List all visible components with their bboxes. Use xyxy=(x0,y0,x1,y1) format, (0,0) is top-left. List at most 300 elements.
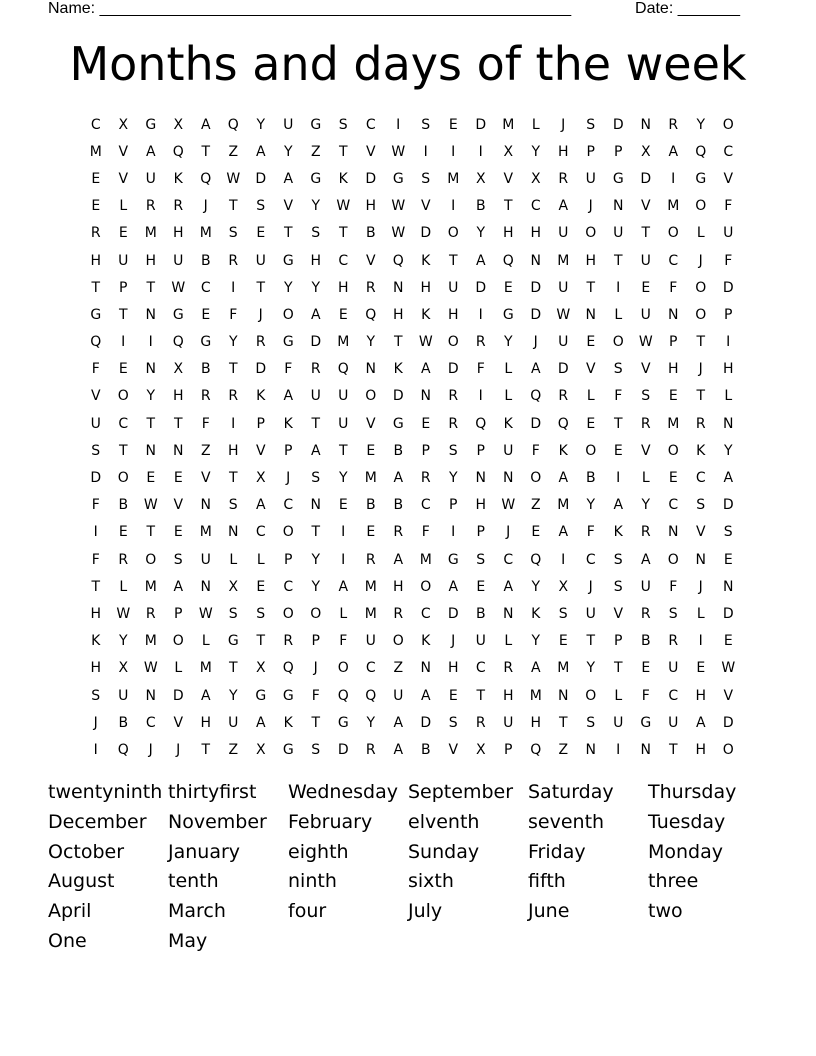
grid-letter: O xyxy=(337,660,349,677)
grid-letter: T xyxy=(256,633,266,650)
grid-letter: G xyxy=(145,116,157,133)
grid-letter: W xyxy=(391,143,406,160)
grid-letter: D xyxy=(310,334,322,351)
grid-letter: R xyxy=(448,388,459,405)
grid-letter: V xyxy=(695,524,706,541)
grid-letter: H xyxy=(667,361,679,378)
grid-letter: C xyxy=(668,497,679,514)
grid-letter: N xyxy=(640,116,651,133)
grid-letter: P xyxy=(311,633,320,650)
grid-letter: F xyxy=(284,361,293,378)
word-list-item: four xyxy=(288,900,327,923)
grid-letter: A xyxy=(283,388,294,405)
word-list-item: thirtyfirst xyxy=(168,781,257,803)
word-list-item: two xyxy=(648,900,683,923)
grid-letter: J xyxy=(93,714,98,731)
grid-letter: P xyxy=(119,279,128,296)
grid-letter: Y xyxy=(228,687,238,704)
word-list-item: One xyxy=(48,929,87,952)
grid-letter: T xyxy=(448,252,458,269)
grid-letter: O xyxy=(530,470,542,487)
grid-letter: U xyxy=(310,388,321,405)
grid-letter: A xyxy=(695,714,706,731)
grid-letter: F xyxy=(421,524,430,541)
grid-letter: P xyxy=(256,415,265,432)
grid-letter: L xyxy=(119,578,128,595)
grid-row xyxy=(82,220,742,247)
grid-letter: T xyxy=(613,252,623,269)
grid-letter: N xyxy=(640,741,651,758)
grid-letter: C xyxy=(338,252,349,269)
grid-letter: H xyxy=(90,605,102,622)
grid-letter: D xyxy=(612,116,624,133)
grid-letter: F xyxy=(724,252,733,269)
grid-letter: L xyxy=(696,225,705,242)
grid-letter: U xyxy=(173,252,184,269)
grid-letter: U xyxy=(613,225,624,242)
grid-letter: G xyxy=(502,306,514,323)
grid-letter: C xyxy=(668,687,679,704)
grid-row xyxy=(82,437,742,464)
grid-letter: M xyxy=(144,225,157,242)
grid-letter: A xyxy=(393,741,404,758)
grid-letter: E xyxy=(146,470,156,487)
grid-letter: Y xyxy=(448,470,458,487)
grid-letter: T xyxy=(476,687,486,704)
grid-letter: W xyxy=(116,605,131,622)
grid-letter: M xyxy=(364,605,377,622)
grid-letter: R xyxy=(448,415,459,432)
grid-letter: R xyxy=(90,225,101,242)
word-list-item: sixth xyxy=(408,870,454,893)
grid-letter: S xyxy=(613,361,623,378)
word-list-item: July xyxy=(408,900,443,923)
grid-letter: N xyxy=(613,198,624,215)
grid-letter: K xyxy=(173,170,183,187)
grid-letter: E xyxy=(503,279,513,296)
grid-letter: X xyxy=(118,660,129,677)
grid-letter: E xyxy=(696,660,706,677)
grid-letter: A xyxy=(475,252,486,269)
grid-letter: U xyxy=(503,714,514,731)
grid-letter: F xyxy=(476,361,485,378)
grid-letter: S xyxy=(91,442,101,459)
grid-letter: O xyxy=(447,334,459,351)
grid-letter: T xyxy=(146,524,156,541)
grid-letter: T xyxy=(91,279,101,296)
grid-letter: N xyxy=(228,524,239,541)
grid-letter: I xyxy=(616,279,621,296)
grid-letter: K xyxy=(531,605,541,622)
grid-letter: V xyxy=(448,741,459,758)
grid-row xyxy=(82,247,742,274)
grid-letter: Y xyxy=(146,388,156,405)
grid-letter: L xyxy=(229,551,238,568)
grid-letter: M xyxy=(199,524,212,541)
grid-letter: W xyxy=(391,198,406,215)
grid-letter: T xyxy=(613,415,623,432)
grid-letter: I xyxy=(698,633,703,650)
grid-letter: W xyxy=(556,306,571,323)
grid-letter: N xyxy=(668,306,679,323)
grid-letter: P xyxy=(284,551,293,568)
grid-letter: F xyxy=(311,687,320,704)
grid-letter: V xyxy=(585,361,596,378)
grid-letter: X xyxy=(475,170,486,187)
grid-letter: U xyxy=(283,116,294,133)
grid-letter: P xyxy=(476,442,485,459)
grid-letter: K xyxy=(558,442,568,459)
word-list-item: fifth xyxy=(528,870,566,893)
grid-letter: P xyxy=(476,524,485,541)
grid-letter: I xyxy=(423,143,428,160)
grid-letter: F xyxy=(91,361,100,378)
grid-letter: K xyxy=(283,415,293,432)
grid-letter: N xyxy=(558,687,569,704)
grid-letter: C xyxy=(145,714,156,731)
grid-letter: L xyxy=(504,361,513,378)
grid-letter: M xyxy=(144,633,157,650)
date-field-label: Date: _______ xyxy=(635,0,740,17)
grid-letter: J xyxy=(698,361,703,378)
grid-letter: T xyxy=(338,143,348,160)
grid-letter: N xyxy=(145,687,156,704)
grid-letter: J xyxy=(561,116,566,133)
grid-letter: K xyxy=(283,714,293,731)
grid-letter: Q xyxy=(200,170,212,187)
grid-letter: D xyxy=(475,116,487,133)
grid-letter: Q xyxy=(282,660,294,677)
grid-letter: M xyxy=(667,415,680,432)
grid-letter: Q xyxy=(227,116,239,133)
grid-letter: U xyxy=(338,388,349,405)
grid-letter: I xyxy=(341,524,346,541)
grid-letter: S xyxy=(586,714,596,731)
grid-row xyxy=(82,600,742,627)
grid-letter: K xyxy=(91,633,101,650)
grid-letter: G xyxy=(695,170,707,187)
grid-letter: O xyxy=(695,279,707,296)
word-list-item: Thursday xyxy=(648,781,737,803)
grid-letter: M xyxy=(364,470,377,487)
grid-letter: L xyxy=(696,605,705,622)
grid-letter: F xyxy=(91,551,100,568)
grid-letter: L xyxy=(586,388,595,405)
grid-letter: C xyxy=(283,497,294,514)
grid-letter: E xyxy=(641,660,651,677)
grid-letter: T xyxy=(311,524,321,541)
grid-row xyxy=(82,383,742,410)
grid-letter: T xyxy=(338,225,348,242)
grid-letter: Q xyxy=(475,415,487,432)
grid-letter: I xyxy=(93,741,98,758)
grid-letter: S xyxy=(311,225,321,242)
grid-letter: O xyxy=(722,741,734,758)
grid-letter: V xyxy=(200,470,211,487)
grid-letter: V xyxy=(90,388,101,405)
grid-letter: M xyxy=(667,198,680,215)
grid-letter: E xyxy=(173,524,183,541)
grid-letter: S xyxy=(558,605,568,622)
word-list-item: February xyxy=(288,810,373,833)
grid-letter: V xyxy=(613,605,624,622)
word-list-item: Wednesday xyxy=(288,781,399,803)
letter-grid xyxy=(82,111,742,764)
grid-row xyxy=(82,138,742,165)
grid-letter: H xyxy=(502,225,514,242)
grid-letter: R xyxy=(283,633,294,650)
grid-letter: A xyxy=(338,578,349,595)
grid-letter: O xyxy=(447,225,459,242)
grid-letter: R xyxy=(503,660,514,677)
grid-letter: D xyxy=(475,279,487,296)
grid-letter: D xyxy=(392,388,404,405)
grid-letter: N xyxy=(365,361,376,378)
grid-letter: O xyxy=(282,524,294,541)
grid-letter: Y xyxy=(256,116,266,133)
grid-letter: T xyxy=(503,198,513,215)
grid-letter: S xyxy=(256,605,266,622)
grid-letter: U xyxy=(90,415,101,432)
grid-letter: N xyxy=(173,442,184,459)
grid-letter: R xyxy=(640,415,651,432)
grid-letter: W xyxy=(171,279,186,296)
grid-letter: I xyxy=(148,334,153,351)
grid-letter: X xyxy=(118,116,129,133)
grid-letter: Z xyxy=(393,660,404,677)
grid-letter: G xyxy=(392,170,404,187)
grid-letter: O xyxy=(695,306,707,323)
grid-letter: A xyxy=(530,660,541,677)
grid-letter: L xyxy=(614,687,623,704)
grid-letter: U xyxy=(503,442,514,459)
grid-letter: Z xyxy=(530,497,541,514)
grid-letter: V xyxy=(118,170,129,187)
grid-letter: P xyxy=(669,334,678,351)
grid-letter: O xyxy=(585,442,597,459)
grid-letter: G xyxy=(337,714,349,731)
grid-letter: U xyxy=(585,170,596,187)
grid-letter: T xyxy=(146,279,156,296)
grid-letter: D xyxy=(722,497,734,514)
word-list-item: tenth xyxy=(168,870,219,893)
name-field-label: Name: _____________________________________________________ xyxy=(48,0,572,17)
grid-letter: P xyxy=(504,741,513,758)
grid-letter: Z xyxy=(228,143,239,160)
grid-letter: P xyxy=(614,633,623,650)
grid-letter: Y xyxy=(531,143,541,160)
grid-letter: U xyxy=(640,252,651,269)
grid-letter: E xyxy=(118,361,128,378)
grid-letter: T xyxy=(393,334,403,351)
grid-letter: D xyxy=(722,279,734,296)
grid-letter: A xyxy=(393,714,404,731)
word-list-item: November xyxy=(168,810,267,833)
grid-letter: F xyxy=(669,578,678,595)
grid-letter: H xyxy=(337,279,349,296)
grid-letter: J xyxy=(506,524,511,541)
grid-letter: C xyxy=(420,605,431,622)
grid-letter: E xyxy=(586,334,596,351)
grid-letter: Y xyxy=(641,497,651,514)
word-list-item: October xyxy=(48,840,125,863)
grid-letter: T xyxy=(228,361,238,378)
grid-letter: P xyxy=(614,143,623,160)
grid-letter: U xyxy=(640,578,651,595)
word-list-item: September xyxy=(408,781,514,803)
grid-letter: T xyxy=(586,279,596,296)
grid-letter: T xyxy=(283,225,293,242)
grid-letter: B xyxy=(475,198,486,215)
grid-letter: X xyxy=(503,143,514,160)
grid-letter: X xyxy=(228,578,239,595)
grid-letter: N xyxy=(668,524,679,541)
grid-letter: Y xyxy=(283,279,293,296)
grid-letter: D xyxy=(530,415,542,432)
grid-letter: E xyxy=(723,633,733,650)
grid-letter: F xyxy=(614,388,623,405)
grid-letter: I xyxy=(671,170,676,187)
grid-letter: V xyxy=(255,442,266,459)
grid-letter: R xyxy=(640,605,651,622)
grid-letter: Z xyxy=(310,143,321,160)
grid-letter: H xyxy=(585,252,597,269)
grid-letter: M xyxy=(89,143,102,160)
grid-letter: H xyxy=(172,225,184,242)
grid-letter: E xyxy=(531,524,541,541)
grid-letter: H xyxy=(502,687,514,704)
grid-letter: U xyxy=(668,660,679,677)
grid-letter: V xyxy=(640,198,651,215)
grid-letter: U xyxy=(145,170,156,187)
grid-row xyxy=(82,165,742,192)
grid-letter: D xyxy=(255,170,267,187)
grid-row xyxy=(82,274,742,301)
grid-letter: L xyxy=(724,388,733,405)
grid-letter: E xyxy=(201,306,211,323)
word-list-item: Friday xyxy=(528,840,586,863)
grid-letter: T xyxy=(696,334,706,351)
grid-letter: E xyxy=(641,279,651,296)
grid-letter: V xyxy=(365,415,376,432)
grid-letter: H xyxy=(722,361,734,378)
word-list-item: December xyxy=(48,810,147,833)
grid-letter: S xyxy=(696,497,706,514)
grid-letter: S xyxy=(641,388,651,405)
grid-letter: T xyxy=(311,415,321,432)
grid-letter: H xyxy=(447,306,459,323)
grid-letter: C xyxy=(365,116,376,133)
grid-letter: H xyxy=(475,497,487,514)
grid-letter: I xyxy=(396,116,401,133)
grid-letter: G xyxy=(447,551,459,568)
grid-letter: I xyxy=(451,198,456,215)
grid-letter: U xyxy=(255,252,266,269)
grid-letter: G xyxy=(227,633,239,650)
grid-letter: S xyxy=(256,198,266,215)
grid-letter: S xyxy=(228,225,238,242)
grid-letter: B xyxy=(393,442,404,459)
grid-letter: R xyxy=(393,605,404,622)
grid-letter: T xyxy=(613,660,623,677)
grid-letter: T xyxy=(338,442,348,459)
grid-letter: U xyxy=(118,687,129,704)
grid-letter: M xyxy=(502,116,515,133)
grid-letter: R xyxy=(420,470,431,487)
grid-letter: K xyxy=(393,361,403,378)
grid-letter: L xyxy=(256,551,265,568)
word-list-item: Saturday xyxy=(528,781,614,803)
grid-letter: S xyxy=(311,470,321,487)
grid-letter: G xyxy=(640,714,652,731)
grid-letter: Q xyxy=(557,415,569,432)
grid-letter: X xyxy=(173,361,184,378)
grid-letter: U xyxy=(393,687,404,704)
grid-letter: E xyxy=(421,415,431,432)
grid-letter: N xyxy=(145,306,156,323)
word-list-item: seventh xyxy=(528,810,605,833)
grid-letter: Y xyxy=(311,578,321,595)
grid-letter: B xyxy=(475,605,486,622)
grid-letter: F xyxy=(91,497,100,514)
grid-letter: I xyxy=(561,551,566,568)
grid-letter: H xyxy=(557,143,569,160)
grid-letter: D xyxy=(530,279,542,296)
grid-letter: U xyxy=(558,334,569,351)
grid-letter: N xyxy=(503,605,514,622)
grid-letter: O xyxy=(172,633,184,650)
grid-letter: E xyxy=(668,470,678,487)
grid-letter: K xyxy=(421,252,431,269)
grid-letter: V xyxy=(173,497,184,514)
grid-letter: A xyxy=(448,578,459,595)
grid-letter: K xyxy=(503,415,513,432)
grid-letter: O xyxy=(585,225,597,242)
grid-letter: F xyxy=(229,306,238,323)
grid-row xyxy=(82,301,742,328)
grid-letter: K xyxy=(256,388,266,405)
grid-letter: O xyxy=(667,442,679,459)
grid-letter: S xyxy=(613,551,623,568)
grid-letter: J xyxy=(533,334,538,351)
grid-letter: V xyxy=(640,442,651,459)
grid-row xyxy=(82,492,742,519)
grid-letter: G xyxy=(392,415,404,432)
grid-letter: D xyxy=(172,687,184,704)
word-list-item: March xyxy=(168,900,226,923)
grid-letter: V xyxy=(365,143,376,160)
grid-letter: H xyxy=(392,578,404,595)
grid-letter: E xyxy=(91,198,101,215)
grid-letter: S xyxy=(91,687,101,704)
grid-letter: O xyxy=(117,388,129,405)
grid-letter: U xyxy=(475,633,486,650)
grid-letter: W xyxy=(721,660,736,677)
grid-letter: A xyxy=(255,143,266,160)
grid-letter: V xyxy=(365,252,376,269)
grid-letter: D xyxy=(530,306,542,323)
grid-letter: T xyxy=(311,714,321,731)
grid-letter: J xyxy=(176,741,181,758)
grid-letter: O xyxy=(667,551,679,568)
grid-letter: I xyxy=(341,551,346,568)
grid-letter: T xyxy=(696,388,706,405)
grid-letter: Y xyxy=(228,334,238,351)
grid-letter: W xyxy=(418,334,433,351)
grid-letter: C xyxy=(283,578,294,595)
grid-letter: A xyxy=(613,497,624,514)
grid-letter: Y xyxy=(586,497,596,514)
